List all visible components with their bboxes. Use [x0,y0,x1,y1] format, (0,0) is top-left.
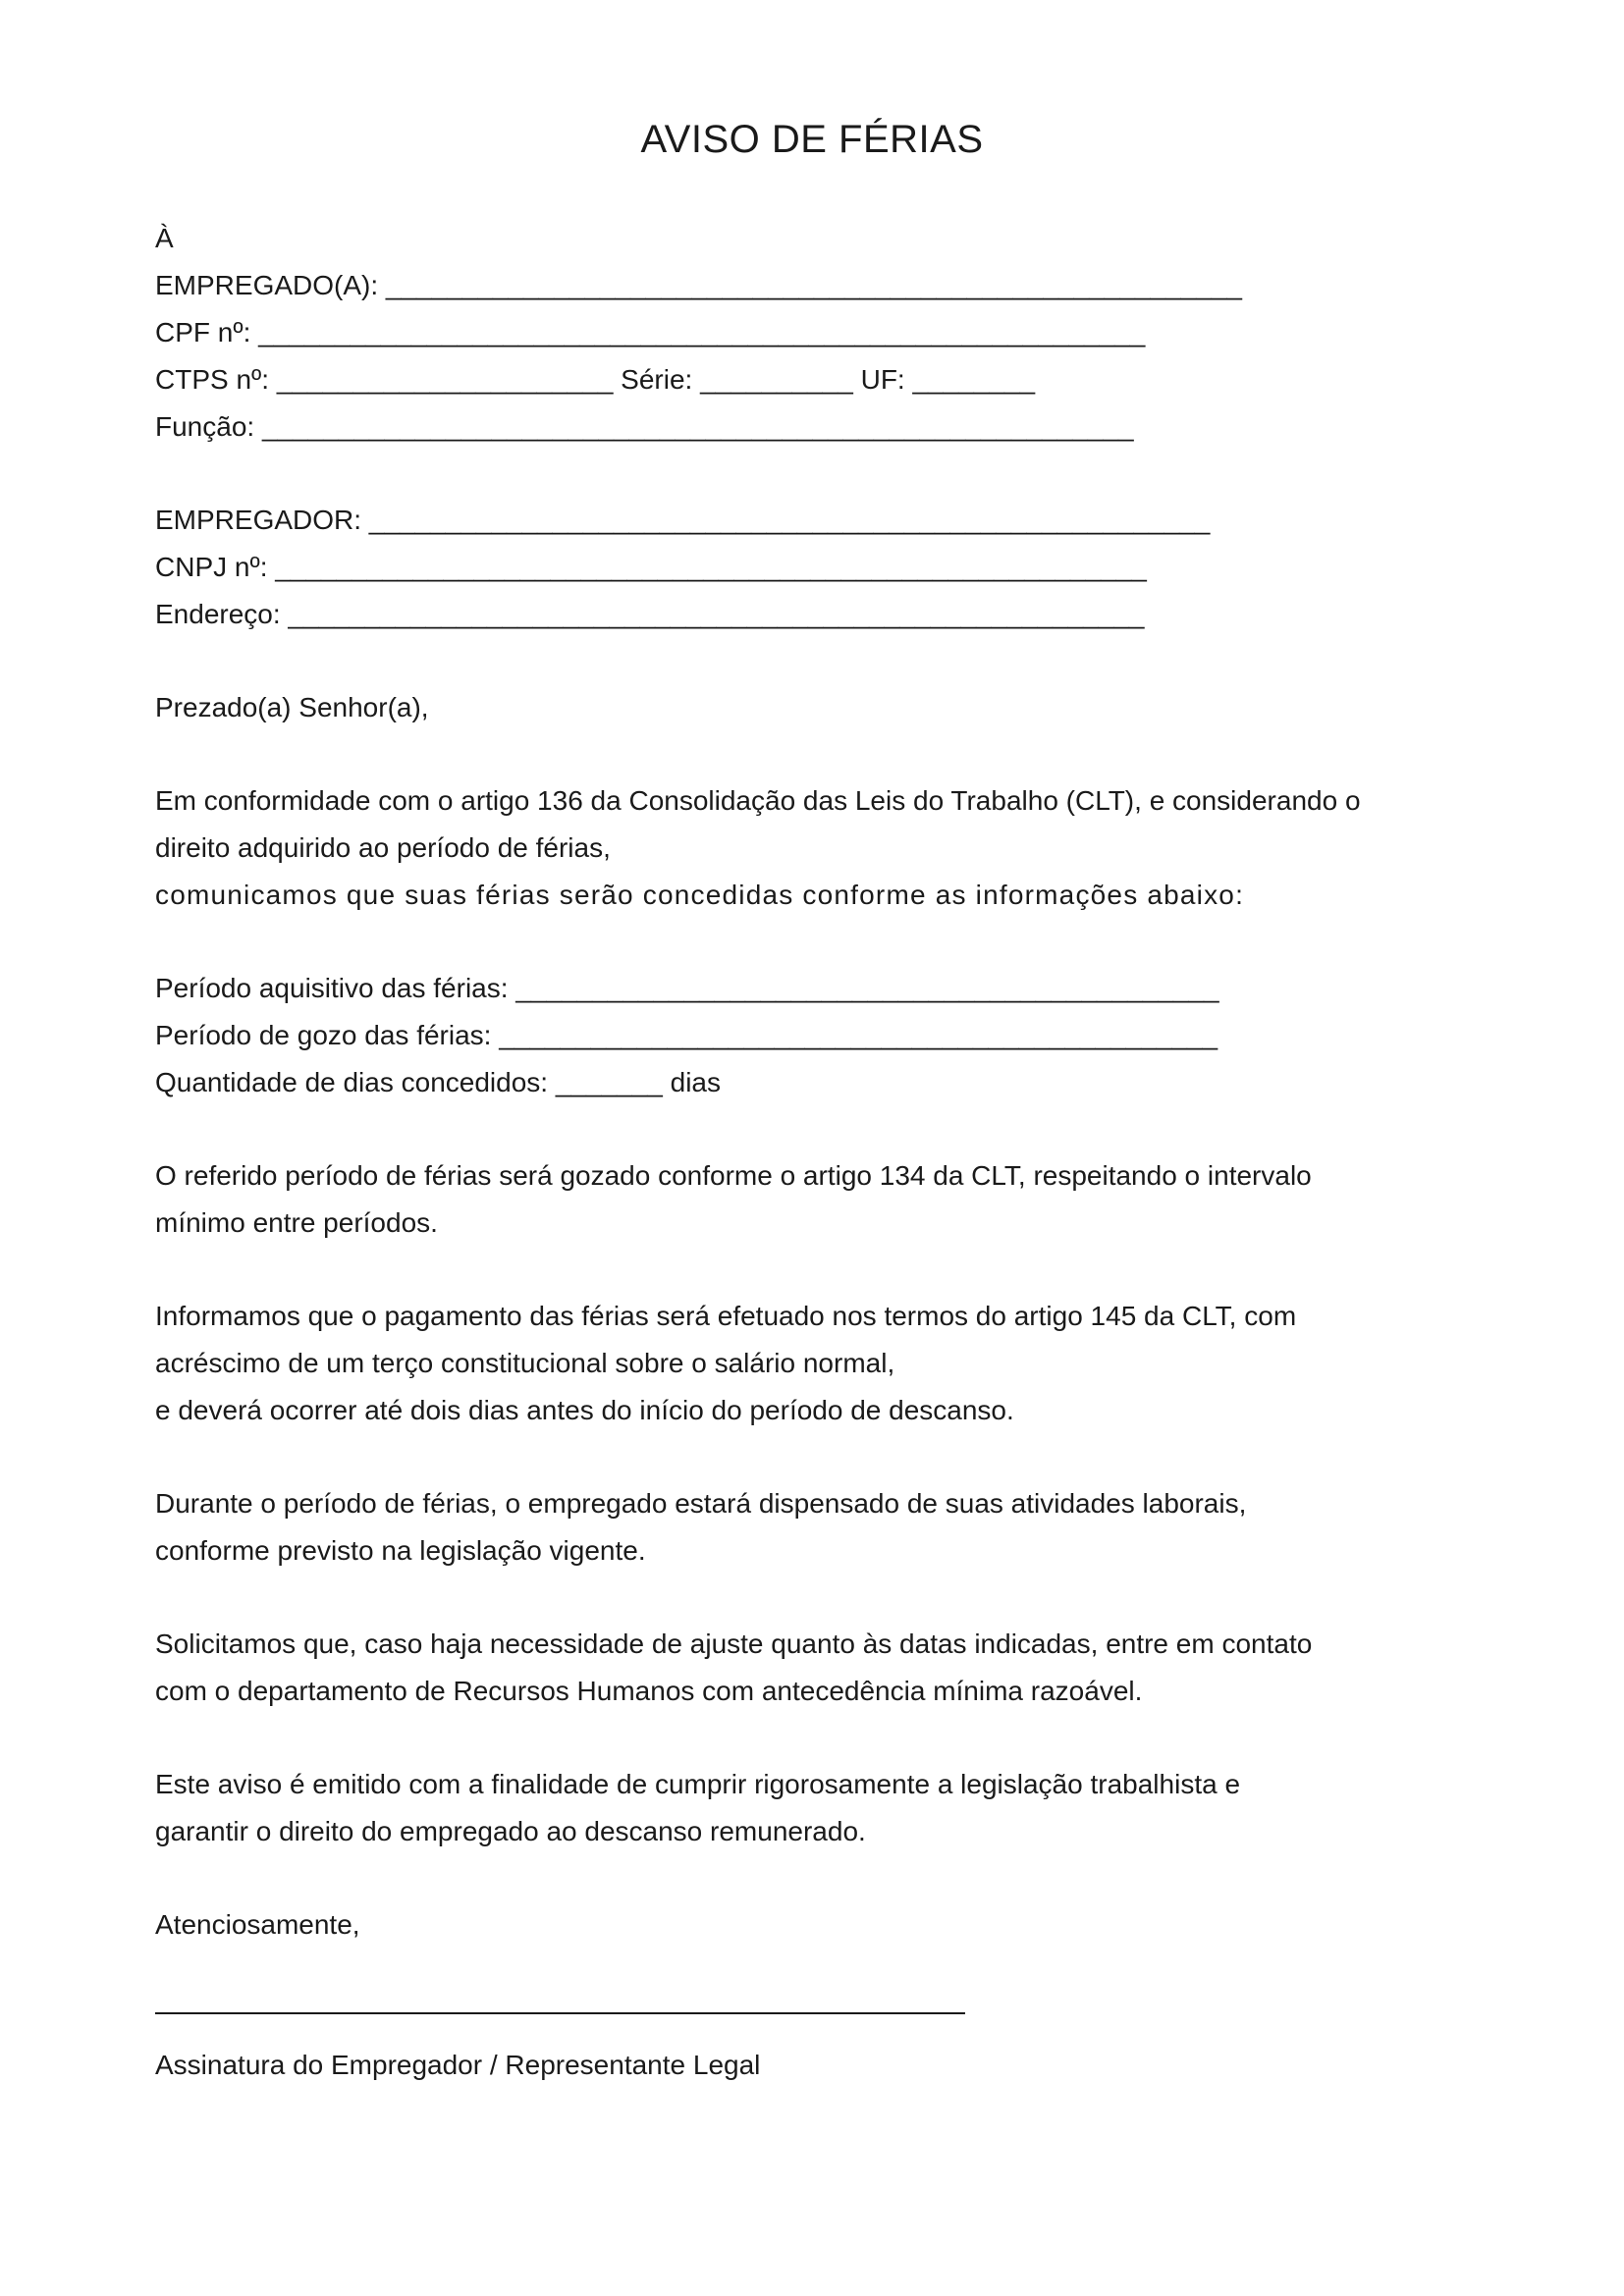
ctps-field: CTPS nº: ______________________ Série: __________ UF: ________ [155,364,1036,395]
dispensa-line-1: Durante o período de férias, o empregado estará dispensado de suas atividades laborais, [155,1488,1247,1519]
recipient-salutation: À [155,223,174,253]
acquisition-period-field: Período aquisitivo das férias: ______________________________________________ [155,973,1219,1003]
intro-line-3: comunicamos que suas férias serão concedidas conforme as informações abaixo: [155,880,1245,910]
article-134-line-2: mínimo entre períodos. [155,1207,438,1238]
ajuste-line-1: Solicitamos que, caso haja necessidade de ajuste quanto às datas indicadas, entre em contato [155,1629,1313,1659]
final-line-2: garantir o direito do empregado ao descanso remunerado. [155,1816,866,1846]
intro-line-2: direito adquirido ao período de férias, [155,832,611,863]
ajuste-line-2: com o departamento de Recursos Humanos com antecedência mínima razoável. [155,1676,1143,1706]
function-field: Função: _________________________________________________________ [155,411,1134,442]
enjoyment-period-field: Período de gozo das férias: _______________________________________________ [155,1020,1218,1050]
final-line-1: Este aviso é emitido com a finalidade de cumprir rigorosamente a legislação trabalhista e [155,1769,1241,1799]
employee-field: EMPREGADO(A): ________________________________________________________ [155,270,1242,300]
article-134-line-1: O referido período de férias será gozado conforme o artigo 134 da CLT, respeitando o intervalo [155,1160,1312,1191]
closing: Atenciosamente, [155,1909,360,1940]
days-granted-field: Quantidade de dias concedidos: _______ dias [155,1067,721,1097]
cnpj-field: CNPJ nº: _________________________________________________________ [155,552,1147,582]
document-title: AVISO DE FÉRIAS [640,118,984,161]
article-145-line-2: acréscimo de um terço constitucional sobre o salário normal, [155,1348,895,1378]
address-field: Endereço: ________________________________________________________ [155,599,1145,629]
greeting: Prezado(a) Senhor(a), [155,692,429,722]
signature-caption: Assinatura do Empregador / Representante Legal [155,2050,761,2080]
dispensa-line-2: conforme previsto na legislação vigente. [155,1535,646,1566]
employer-field: EMPREGADOR: _______________________________________________________ [155,505,1211,535]
article-145-line-3: e deverá ocorrer até dois dias antes do início do período de descanso. [155,1395,1014,1425]
article-145-line-1: Informamos que o pagamento das férias será efetuado nos termos do artigo 145 da CLT, com [155,1301,1297,1331]
signature-line [155,2012,965,2014]
cpf-field: CPF nº: __________________________________________________________ [155,317,1146,347]
intro-line-1: Em conformidade com o artigo 136 da Consolidação das Leis do Trabalho (CLT), e considerando o [155,785,1361,816]
